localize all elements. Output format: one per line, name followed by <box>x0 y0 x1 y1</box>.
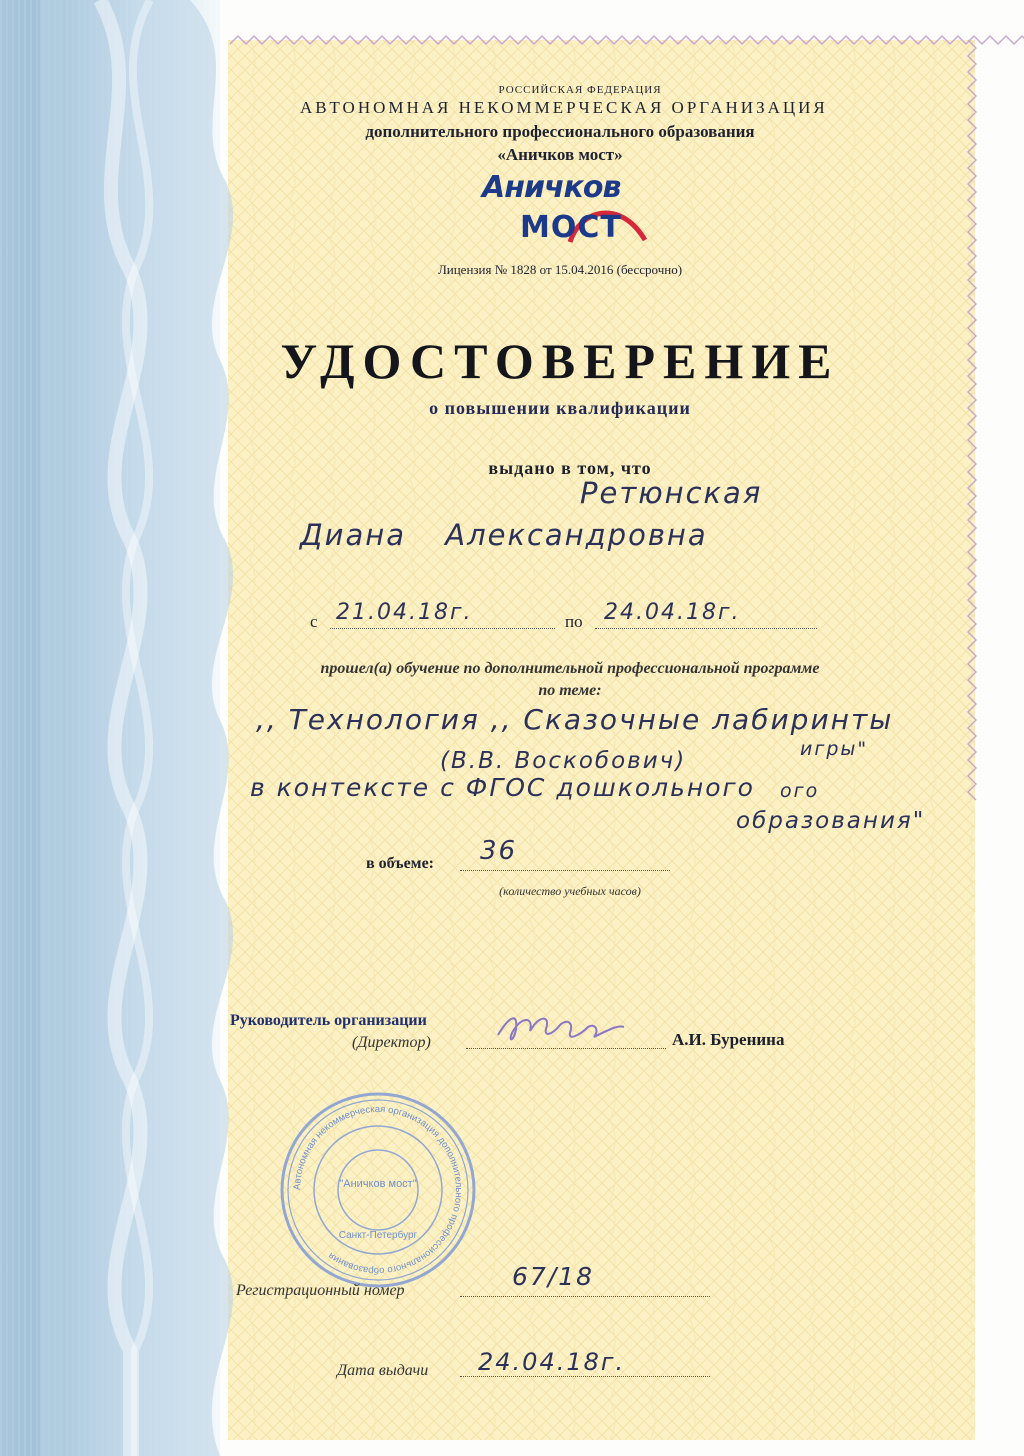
head-label: Руководитель организации <box>230 1012 427 1029</box>
volume-hours: 36 <box>480 836 518 866</box>
logo-line2: МОСТ <box>520 210 622 245</box>
recipient-surname: Ретюнская <box>580 476 763 510</box>
registration-line <box>460 1296 710 1297</box>
issue-date-label: Дата выдачи <box>337 1362 429 1379</box>
program-line-6: образования" <box>736 808 926 834</box>
anichkov-most-logo <box>460 170 660 260</box>
band-wave-edge <box>40 0 240 1456</box>
org-education: дополнительного профессионального образования <box>365 122 755 141</box>
head-role: (Директор) <box>352 1034 431 1051</box>
org-name: «Аничков мост» <box>497 145 623 164</box>
logo-line1: Аничков <box>482 170 621 205</box>
issue-date-line <box>460 1376 710 1377</box>
head-name: А.И. Буренина <box>672 1030 785 1049</box>
country-label: РОССИЙСКАЯ ФЕДЕРАЦИЯ <box>498 84 662 96</box>
license-line: Лицензия № 1828 от 15.04.2016 (бессрочно) <box>437 262 683 277</box>
volume-caption: (количество учебных часов) <box>499 884 641 898</box>
date-to: 24.04.18г. <box>604 600 741 625</box>
organization-stamp <box>278 1090 478 1290</box>
document-title: УДОСТОВЕРЕНИЕ <box>280 333 840 389</box>
to-label: по <box>565 612 583 631</box>
recipient-given-names: Диана Александровна <box>300 518 708 552</box>
stamp-ring-text: Автономная некоммерческая организация дополнительного профессионального образования <box>291 1103 465 1277</box>
registration-number: 67/18 <box>512 1262 595 1291</box>
registration-label: Регистрационный номер <box>236 1282 405 1299</box>
issue-date: 24.04.18г. <box>478 1348 626 1376</box>
document-subtitle: о повышении квалификации <box>429 398 691 418</box>
program-line-4: в контексте с ФГОС дошкольного <box>250 773 755 802</box>
from-label: с <box>310 612 318 631</box>
stamp-city-text: Санкт-Петербург <box>338 1230 418 1241</box>
director-signature <box>490 1005 630 1055</box>
org-type: АВТОНОМНАЯ НЕКОММЕРЧЕСКАЯ ОРГАНИЗАЦИЯ <box>300 98 828 117</box>
topic-label: по теме: <box>538 682 602 699</box>
volume-line <box>460 870 670 871</box>
date-to-line <box>595 628 817 629</box>
program-line-1: ,, Технология ,, Сказочные лабиринты <box>256 703 894 736</box>
program-line-5: ого <box>780 780 820 802</box>
program-line-3: игры" <box>800 738 869 760</box>
completed-text: прошел(а) обучение по дополнительной профессиональной программе <box>320 660 820 677</box>
date-from: 21.04.18г. <box>336 600 473 625</box>
volume-label: в объеме: <box>366 855 434 872</box>
stamp-center-text: "Аничков мост" <box>339 1178 417 1190</box>
date-from-line <box>330 628 555 629</box>
issued-label: выдано в том, что <box>488 458 652 478</box>
program-line-2: (В.В. Воскобович) <box>440 748 687 774</box>
